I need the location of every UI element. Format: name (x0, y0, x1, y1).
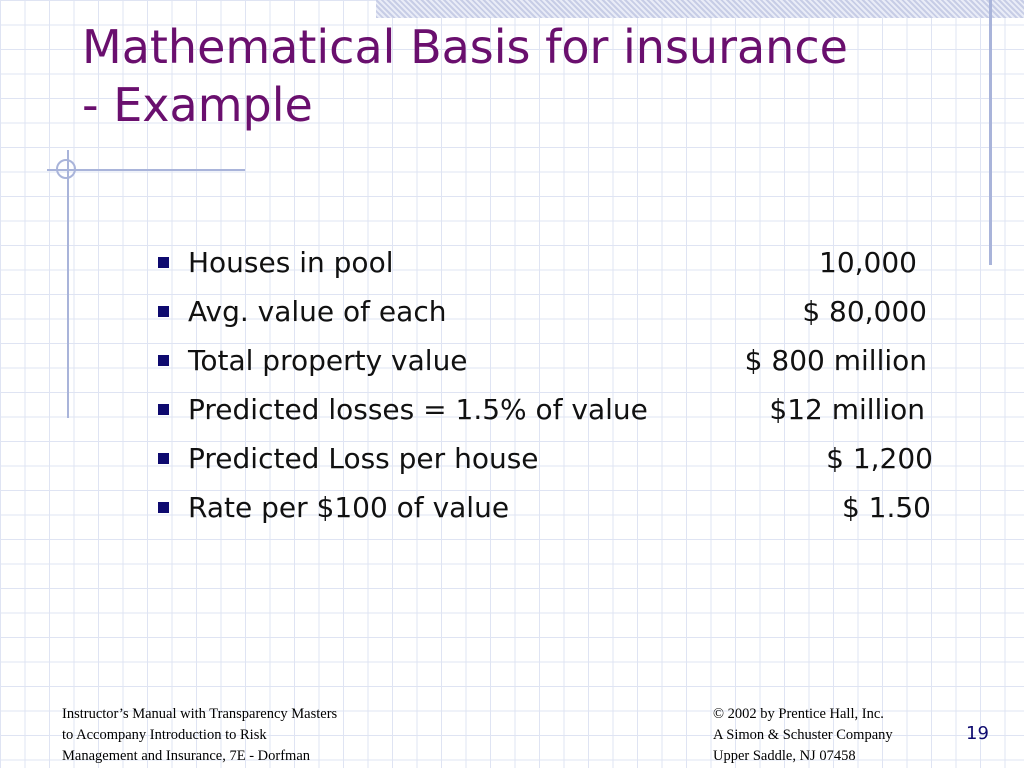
bullet-value: 10,000 (819, 246, 917, 279)
bullet-value: $ 80,000 (802, 295, 927, 328)
bullet-value: $12 million (769, 393, 925, 426)
footer-left-line: to Accompany Introduction to Risk (62, 727, 267, 743)
footer-left (62, 704, 337, 767)
bullet-label: Predicted losses = 1.5% of value (188, 393, 648, 426)
decorative-circle (56, 159, 76, 179)
square-bullet-icon (158, 502, 169, 513)
bullet-item (155, 483, 945, 532)
square-bullet-icon (158, 404, 169, 415)
decorative-vertical-line (989, 0, 992, 265)
square-bullet-icon (158, 306, 169, 317)
bullet-label: Rate per $100 of value (188, 491, 510, 524)
bullet-item (155, 385, 945, 434)
bullet-item (155, 434, 945, 483)
footer-right (713, 704, 893, 767)
title-line-2: - Example (82, 78, 313, 132)
bullet-value: $ 1,200 (826, 442, 933, 475)
bullet-label: Avg. value of each (188, 295, 447, 328)
square-bullet-icon (158, 257, 169, 268)
footer-left-line: Instructor’s Manual with Transparency Masters (62, 706, 338, 722)
title-line-1: Mathematical Basis for insurance (82, 20, 848, 74)
slide-title (82, 18, 962, 134)
square-bullet-icon (158, 453, 169, 464)
bullet-item (155, 238, 945, 287)
decorative-pattern-strip (376, 0, 1024, 18)
bullet-label: Total property value (188, 344, 468, 377)
bullet-label: Predicted Loss per house (188, 442, 539, 475)
bullet-list (155, 238, 945, 532)
bullet-value: $ 800 million (744, 344, 927, 377)
bullet-item (155, 336, 945, 385)
footer-left-line: Management and Insurance, 7E - Dorfman (62, 748, 311, 764)
footer-right-line: © 2002 by Prentice Hall, Inc. (713, 706, 884, 722)
footer-right-line: Upper Saddle, NJ 07458 (713, 748, 856, 764)
bullet-value: $ 1.50 (841, 491, 931, 524)
footer-right-line: A Simon & Schuster Company (713, 727, 893, 743)
decorative-horizontal-line (47, 169, 245, 171)
bullet-item (155, 287, 945, 336)
square-bullet-icon (158, 355, 169, 366)
bullet-label: Houses in pool (188, 246, 394, 279)
decorative-vertical-line-left (67, 150, 69, 418)
page-number: 19 (966, 723, 989, 744)
